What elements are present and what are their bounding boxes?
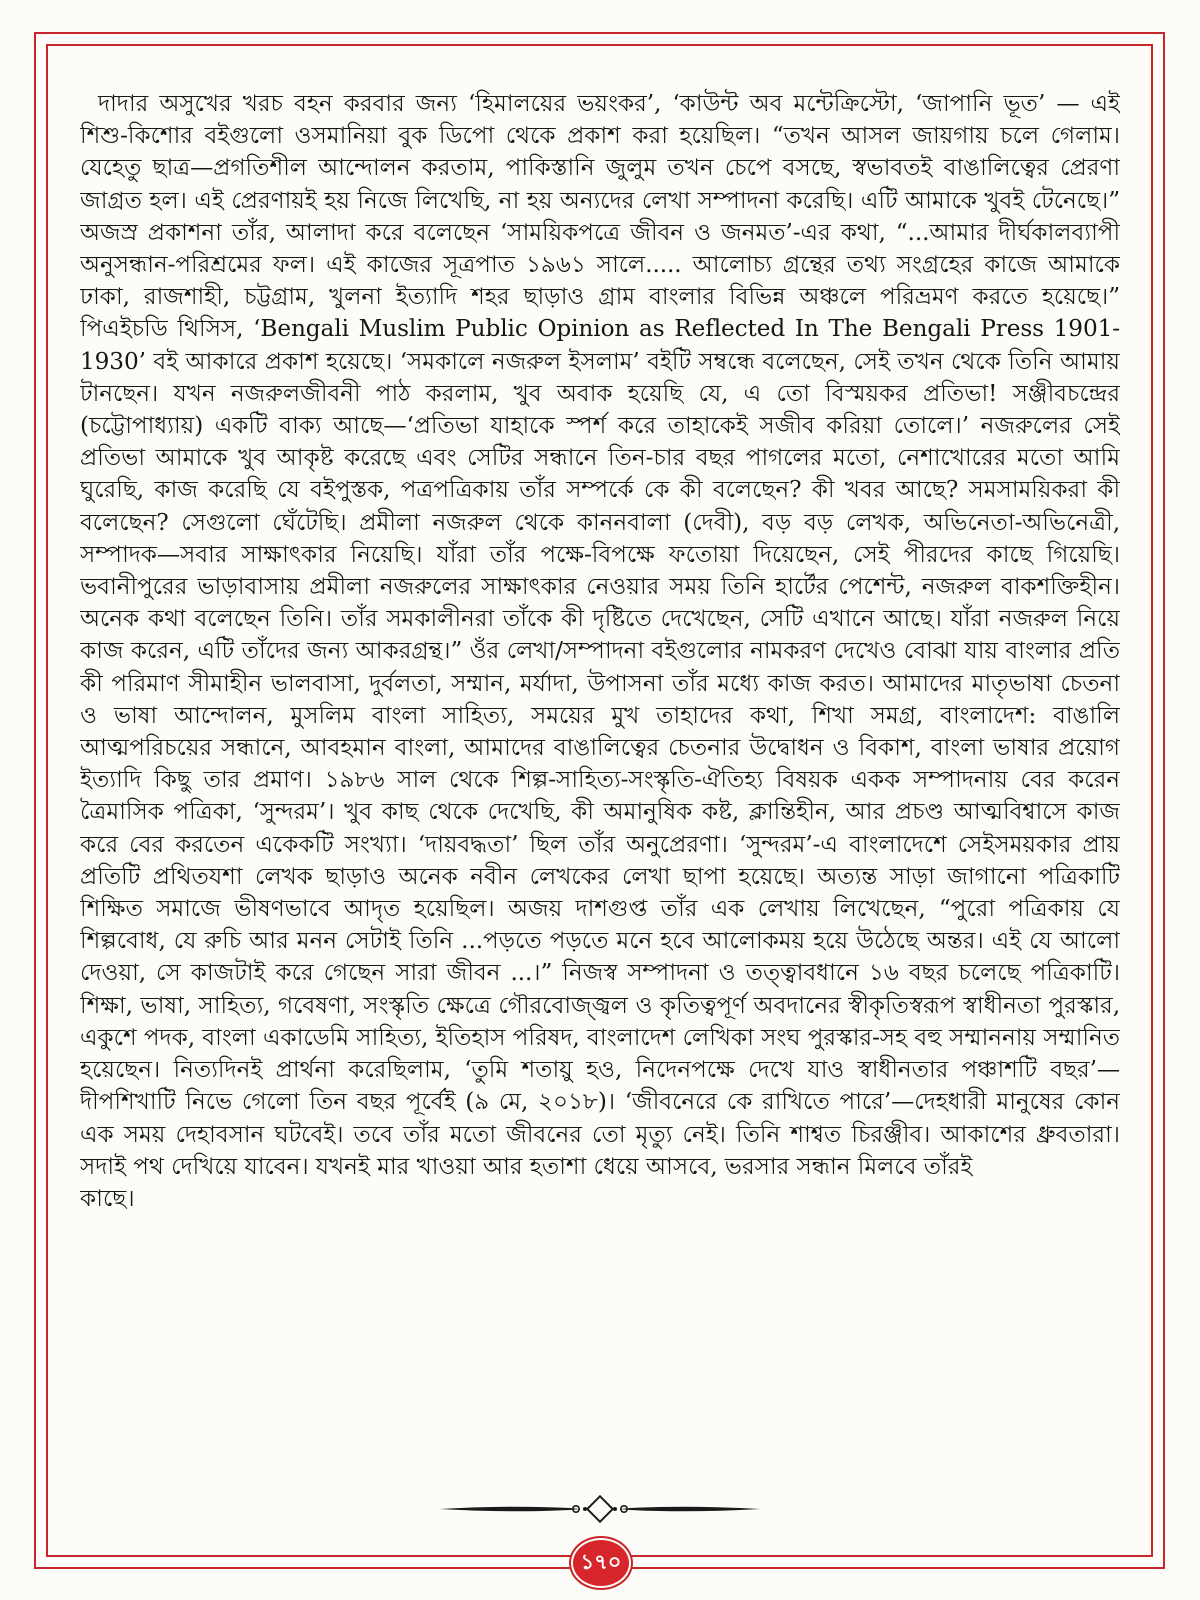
page-number-badge: [571, 1538, 631, 1588]
article-last-line: কাছে।: [80, 1184, 135, 1212]
page-number: ১৭০: [580, 1549, 622, 1574]
article-paragraph: দাদার অসুখের খরচ বহন করবার জন্য ‘হিমালয়ের ভয়ংকর’, ‘কাউন্ট অব মন্টেক্রিস্টো, ‘জাপানি ভূত’ — এই শিশু-কিশোর বইগুলো ওসমানিয়া বুক ডিপো থেকে প্রকাশ করা হয়েছিল। “তখন আসল জায়গায় চলে গেলাম। যেহেতু ছাত্র—প্রগতিশীল আন্দোলন করতাম, পাকিস্তানি জুলুম তখন চেপে বসছে, স্বভাবতই বাঙালিত্বের প্রেরণা জাগ্রত হল। এই প্রেরণায়ই হয় নিজে লিখেছি, না হয় অন্যদের লেখা সম্পাদনা করেছি। এটি আমাকে খুবই টেনেছে।” অজস্র প্রকাশনা তাঁর, আলাদা করে বলেছেন ‘সাময়িকপত্রে জীবন ও জনমত’-এর কথা, “...আমার দীর্ঘকালব্যাপী অনুসন্ধান-পরিশ্রমের ফল। এই কাজের সূত্রপাত ১৯৬১ সালে..... আলোচ্য গ্রন্থের তথ্য সংগ্রহের কাজে আমাকে ঢাকা, রাজশাহী, চট্টগ্রাম, খুলনা ইত্যাদি শহর ছাড়াও গ্রাম বাংলার বিভিন্ন অঞ্চলে পরিভ্রমণ করতে হয়েছে।” পিএইচডি থিসিস, ‘Bengali Muslim Public Opinion as Reflected In The Bengali Press 1901-1930’ বই আকারে প্রকাশ হয়েছে। ‘সমকালে নজরুল ইসলাম’ বইটি সম্বন্ধে বলেছেন, সেই তখন থেকে তিনি আমায় টানছেন। যখন নজরুলজীবনী পাঠ করলাম, খুব অবাক হয়েছি যে, এ তো বিস্ময়কর প্রতিভা! সঞ্জীবচন্দ্রের (চট্টোপাধ্যায়) একটি বাক্য আছে—‘প্রতিভা যাহাকে স্পর্শ করে তাহাকেই সজীব করিয়া তোলে।’ নজরুলের সেই প্রতিভা আমাকে খুব আকৃষ্ট করেছে এবং সেটির সন্ধানে তিন-চার বছর পাগলের মতো, নেশাখোরের মতো আমি ঘুরেছি, কাজ করেছি যে বইপুস্তক, পত্রপত্রিকায় তাঁর সম্পর্কে কে কী বলেছেন? কী খবর আছে? সমসাময়িকরা কী বলেছেন? সেগুলো ঘেঁটেছি। প্রমীলা নজরুল থেকে কাননবালা (দেবী), বড় বড় লেখক, অভিনেতা-অভিনেত্রী, সম্পাদক—সবার সাক্ষাৎকার নিয়েছি। যাঁরা তাঁর পক্ষে-বিপক্ষে ফতোয়া দিয়েছেন, সেই পীরদের কাছে গিয়েছি। ভবানীপুরের ভাড়াবাসায় প্রমীলা নজরুলের সাক্ষাৎকার নেওয়ার সময় তিনি হার্টের পেশেন্ট, নজরুল বাকশক্তিহীন। অনেক কথা বলেছেন তিনি। তাঁর সমকালীনরা তাঁকে কী দৃষ্টিতে দেখেছেন, সেটি এখানে আছে। যাঁরা নজরুল নিয়ে কাজ করেন, এটি তাঁদের জন্য আকরগ্রন্থ।” ওঁর লেখা/সম্পাদনা বইগুলোর নামকরণ দেখেও বোঝা যায় বাংলার প্রতি কী পরিমাণ সীমাহীন ভালবাসা, দুর্বলতা, সম্মান, মর্যাদা, উপাসনা তাঁর মধ্যে কাজ করত। আমাদের মাতৃভাষা চেতনা ও ভাষা আন্দোলন, মুসলিম বাংলা সাহিত্য, সময়ের মুখ তাহাদের কথা, শিখা সমগ্র, বাংলাদেশ: বাঙালি আত্মপরিচয়ের সন্ধানে, আবহমান বাংলা, আমাদের বাঙালিত্বের চেতনার উদ্বোধন ও বিকাশ, বাংলা ভাষার প্রয়োগ ইত্যাদি কিছু তার প্রমাণ। ১৯৮৬ সাল থেকে শিল্প-সাহিত্য-সংস্কৃতি-ঐতিহ্য বিষয়ক একক সম্পাদনায় বের করেন ত্রৈমাসিক পত্রিকা, ‘সুন্দরম’। খুব কাছ থেকে দেখেছি, কী অমানুষিক কষ্ট, ক্লান্তিহীন, আর প্রচণ্ড আত্মবিশ্বাসে কাজ করে বের করতেন একেকটি সংখ্যা। ‘দায়বদ্ধতা’ ছিল তাঁর অনুপ্রেরণা। ‘সুন্দরম’-এ বাংলাদেশে সেইসময়কার প্রায় প্রতিটি প্রথিতযশা লেখক ছাড়াও অনেক নবীন লেখকের লেখা ছাপা হয়েছে। অত্যন্ত সাড়া জাগানো পত্রিকাটি শিক্ষিত সমাজে ভীষণভাবে আদৃত হয়েছিল। অজয় দাশগুপ্ত তাঁর এক লেখায় লিখেছেন, “পুরো পত্রিকায় যে শিল্পবোধ, যে রুচি আর মনন সেটাই তিনি ...পড়তে পড়তে মনে হবে আলোকময় হয়ে উঠেছে অন্তর। এই যে আলো দেওয়া, সে কাজটাই করে গেছেন সারা জীবন ...।” নিজস্ব সম্পাদনা ও তত্ত্বাবধানে ১৬ বছর চলেছে পত্রিকাটি। শিক্ষা, ভাষা, সাহিত্য, গবেষণা, সংস্কৃতি ক্ষেত্রে গৌরবোজ্জ্বল ও কৃতিত্বপূর্ণ অবদানের স্বীকৃতিস্বরূপ স্বাধীনতা পুরস্কার, একুশে পদক, বাংলা একাডেমি সাহিত্য, ইতিহাস পরিষদ, বাংলাদেশ লেখিকা সংঘ পুরস্কার-সহ বহু সম্মাননায় সম্মানিত হয়েছেন। নিত্যদিনই প্রার্থনা করেছিলাম, ‘তুমি শতায়ু হও, নিদেনপক্ষে দেখে যাও স্বাধীনতার পঞ্চাশটি বছর’—দীপশিখাটি নিভে গেলো তিন বছর পূর্বেই (৯ মে, ২০১৮)। ‘জীবনেরে কে রাখিতে পারে’—দেহধারী মানুষের কোন এক সময় দেহাবসান ঘটবেই। তবে তাঁর মতো জীবনের তো মৃত্যু নেই। তিনি শাশ্বত চিরঞ্জীব। আকাশের ধ্রুবতারা। সদাই পথ দেখিয়ে যাবেন। যখনই মার খাওয়া আর হতাশা ধেয়ে আসবে, ভরসার সন্ধান মিলবে তাঁরই: [80, 90, 1120, 1180]
divider-ornament-icon: [440, 1494, 760, 1524]
article-body: [80, 88, 1120, 1478]
